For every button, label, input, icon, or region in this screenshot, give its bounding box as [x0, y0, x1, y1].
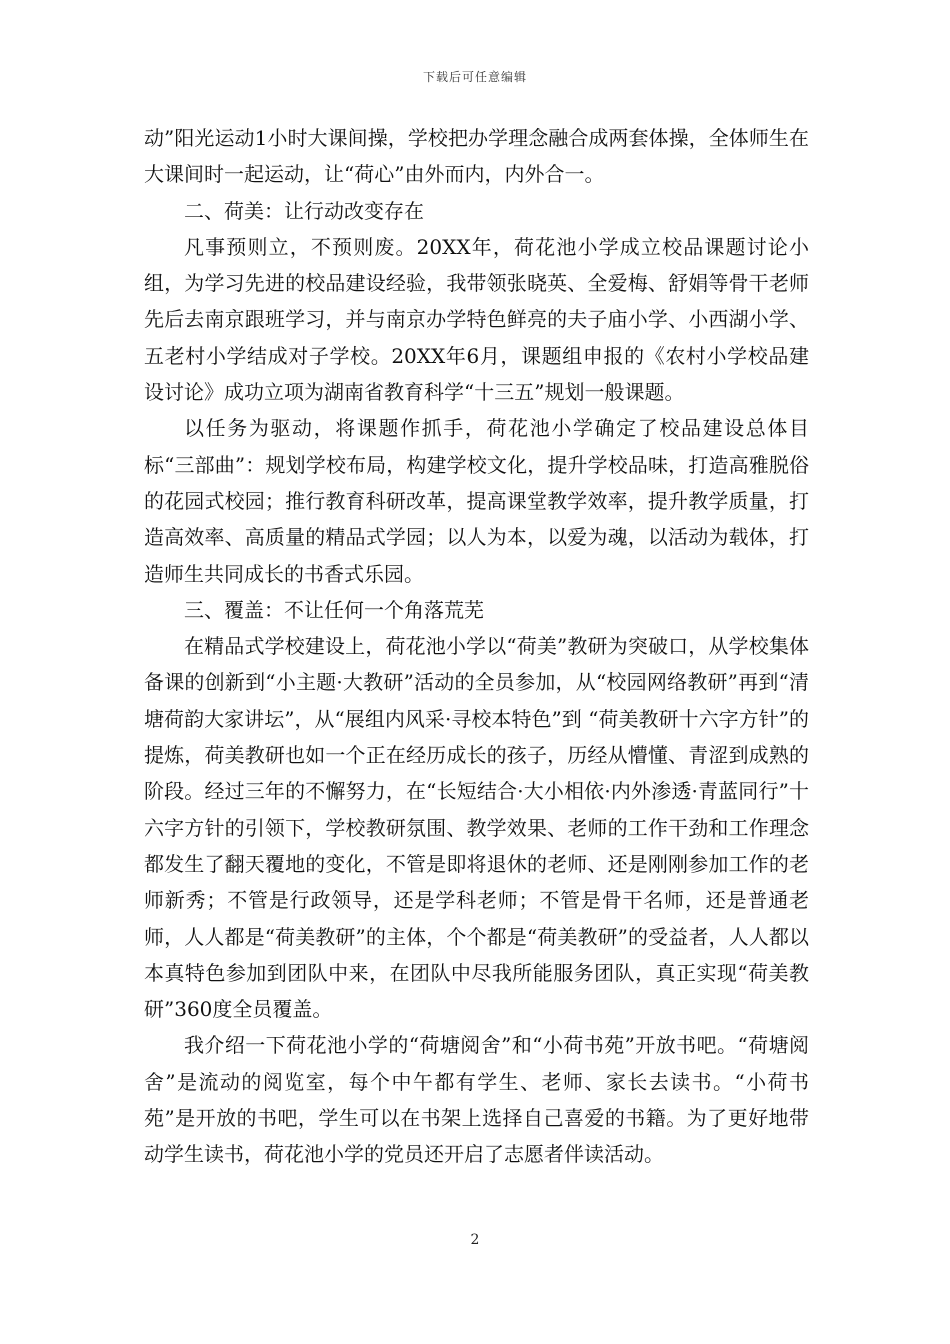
paragraph: 我介绍一下荷花池小学的“荷塘阅舍”和“小荷书苑”开放书吧。“荷塘阅舍”是流动的阅览室，每个中午都有学生、老师、家长去读书。“小荷书苑”是开放的书吧，学生可以在书架上选择自己喜爱的书籍。为了更好地带动学生读书，荷花池小学的党员还开启了志愿者伴读活动。 [144, 1033, 809, 1167]
section-heading-fugai: 三、覆盖：不让任何一个角落荒芜 [184, 597, 484, 622]
section-heading-hemei: 二、荷美：让行动改变存在 [184, 198, 424, 223]
paragraph-continuation: 动”阳光运动1小时大课间操，学校把办学理念融合成两套体操，全体师生在大课间时一起运动，让“荷心”由外而内，内外合一。 [144, 126, 809, 187]
page-header: 下载后可任意编辑 [422, 70, 527, 84]
paragraph: 凡事预则立，不预则废。20XX年，荷花池小学成立校品课题讨论小组，为学习先进的校品建设经验，我带领张晓英、全爱梅、舒娟等骨干老师先后去南京跟班学习，并与南京办学特色鲜亮的夫子庙小学、小西湖小学、五老村小学结成对子学校。20XX年6月，课题组申报的《农村小学校品建设讨论》成功立项为湖南省教育科学“十三五”规划一般课题。 [144, 234, 809, 405]
document-body [144, 120, 809, 1173]
paragraph: 以任务为驱动，将课题作抓手，荷花池小学确定了校品建设总体目标“三部曲”：规划学校布局，构建学校文化，提升学校品味，打造高雅脱俗的花园式校园；推行教育科研改革，提高课堂教学效率，提升教学质量，打造高效率、高质量的精品式学园；以人为本，以爱为魂，以活动为载体，打造师生共同成长的书香式乐园。 [144, 416, 809, 586]
paragraph: 在精品式学校建设上，荷花池小学以“荷美”教研为突破口，从学校集体备课的创新到“小主题·大教研”活动的全员参加，从“校园网络教研”再到“清塘荷韵大家讲坛”，从“展组内风采·寻校本特色”到 “荷美教研十六字方针”的提炼，荷美教研也如一个正在经历成长的孩子，历经从懵懂、青涩到成熟的阶段。经过三年的不懈努力，在“长短结合·大小相依·内外渗透·青蓝同行”十六字方针的引领下，学校教研氛围、教学效果、老师的工作干劲和工作理念都发生了翻天覆地的变化，不管是即将退休的老师、还是刚刚参加工作的老师新秀；不管是行政领导，还是学科老师；不管是骨干名师，还是普通老师，人人都是“荷美教研”的主体，个个都是“荷美教研”的受益者，人人都以本真特色参加到团队中来，在团队中尽我所能服务团队，真正实现“荷美教研”360度全员覆盖。 [144, 634, 809, 1022]
page-number: 2 [470, 1232, 480, 1248]
